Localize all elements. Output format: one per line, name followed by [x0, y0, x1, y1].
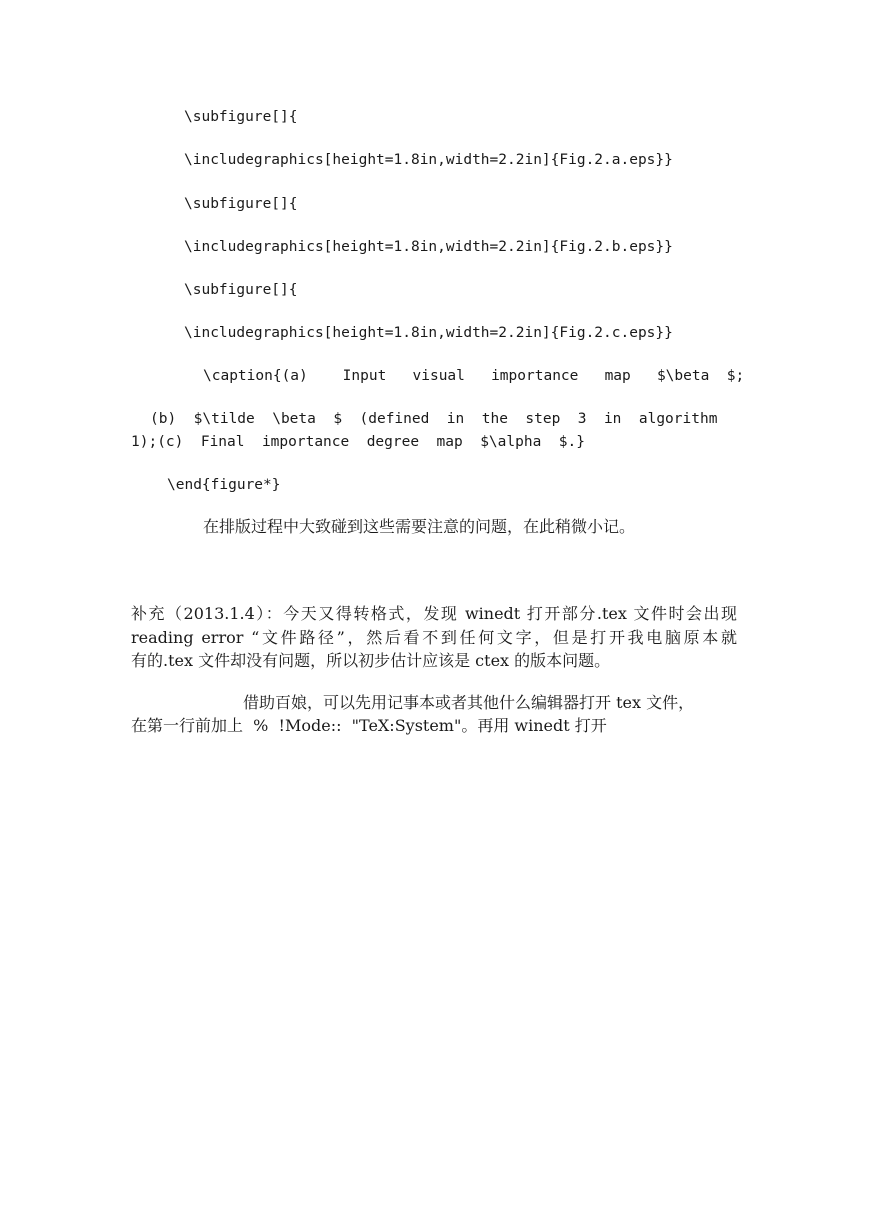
- code-line-end-figure: \end{figure*}: [167, 477, 281, 493]
- supplement-line-3: 有的.tex 文件却没有问题，所以初步估计应该是 ctex 的版本问题。: [131, 651, 611, 670]
- supplement-line-1: 补充（2013.1.4）：今天又得转格式，发现 winedt 打开部分.tex 文件时会出现: [131, 604, 737, 623]
- solution-line-2: 在第一行前加上 % !Mode:: "TeX:System"。再用 winedt 打开: [131, 716, 607, 735]
- note-paragraph: 在排版过程中大致碰到这些需要注意的问题，在此稍微小记。: [203, 517, 636, 536]
- code-line-subfigure-a: \subfigure[]{: [184, 109, 298, 125]
- caption-line-3: 1);(c) Final importance degree map $\alpha $.}: [131, 434, 585, 450]
- code-line-includegraphics-c: \includegraphics[height=1.8in,width=2.2in]{Fig.2.c.eps}}: [184, 325, 673, 341]
- caption-line-2: (b) $\tilde \beta $ (defined in the step 3 in algorithm: [150, 411, 718, 427]
- code-line-subfigure-c: \subfigure[]{: [184, 282, 298, 298]
- code-line-includegraphics-a: \includegraphics[height=1.8in,width=2.2in]{Fig.2.a.eps}}: [184, 152, 673, 168]
- code-line-subfigure-b: \subfigure[]{: [184, 196, 298, 212]
- solution-line-1: 借助百娘，可以先用记事本或者其他什么编辑器打开 tex 文件，: [243, 693, 695, 712]
- supplement-line-2: reading error “文件路径”，然后看不到任何文字，但是打开我电脑原本就: [131, 628, 737, 647]
- code-line-includegraphics-b: \includegraphics[height=1.8in,width=2.2in]{Fig.2.b.eps}}: [184, 239, 673, 255]
- caption-line-1: \caption{(a) Input visual importance map $\beta $;: [203, 368, 745, 384]
